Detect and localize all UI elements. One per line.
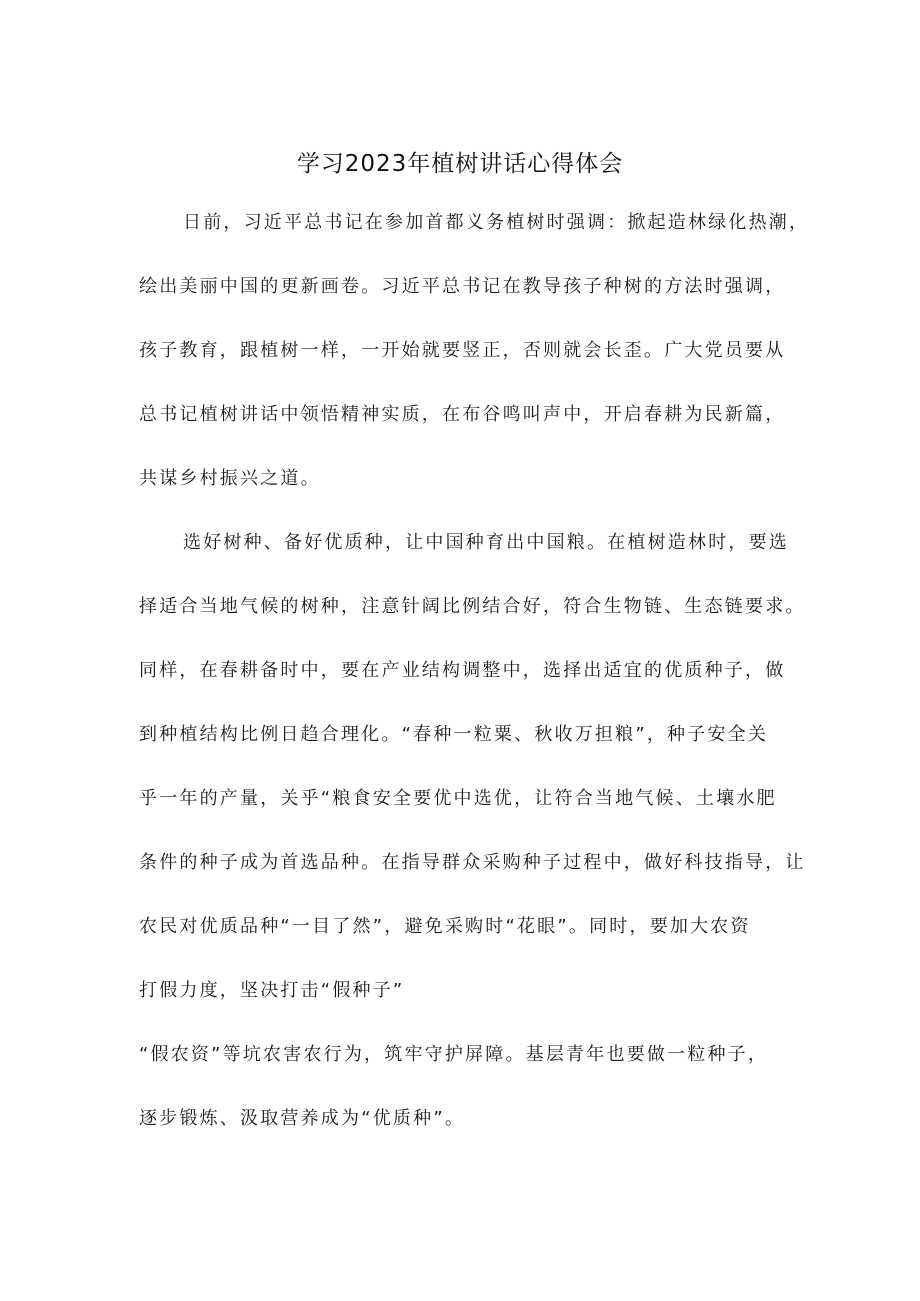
paragraph-line: 绘出美丽中国的更新画卷。习近平总书记在教导孩子种树的方法时强调，	[139, 276, 786, 297]
paragraph-line: “假农资”等坑农害农行为，筑牢守护屏障。基层青年也要做一粒种子，	[139, 1044, 769, 1065]
paragraph-line: 打假力度，坚决打击“假种子”	[139, 980, 405, 1001]
paragraph-line: 共谋乡村振兴之道。	[139, 468, 321, 489]
paragraph-line: 乎一年的产量，关乎“粮食安全要优中选优，让符合当地气候、土壤水肥	[139, 788, 777, 809]
paragraph-line: 选好树种、备好优质种，让中国种育出中国粮。在植树造林时，要选	[183, 532, 789, 553]
paragraph-line: 同样，在春耕备时中，要在产业结构调整中，选择出适宜的优质种子，做	[139, 660, 786, 681]
paragraph-line: 条件的种子成为首选品种。在指导群众采购种子过程中，做好科技指导，让	[139, 852, 806, 873]
document-title: 学习2023年植树讲话心得体会	[296, 151, 624, 177]
paragraph-line: 总书记植树讲话中领悟精神实质，在布谷鸣叫声中，开启春耕为民新篇，	[139, 404, 786, 425]
paragraph-line: 逐步锻炼、汲取营养成为“优质种”。	[139, 1108, 466, 1129]
document-body	[139, 210, 810, 1170]
paragraph-line: 择适合当地气候的树种，注意针阔比例结合好，符合生物链、生态链要求。	[139, 596, 806, 617]
paragraph-line: 到种植结构比例日趋合理化。“春种一粒粟、秋收万担粮”，种子安全关	[139, 724, 769, 745]
paragraph-line: 农民对优质品种“一目了然”，避免采购时“花眼”。同时，要加大农资	[139, 916, 751, 937]
paragraph-line: 日前，习近平总书记在参加首都义务植树时强调：掀起造林绿化热潮，	[183, 212, 810, 233]
paragraph-line: 孩子教育，跟植树一样，一开始就要竖正，否则就会长歪。广大党员要从	[139, 340, 786, 361]
